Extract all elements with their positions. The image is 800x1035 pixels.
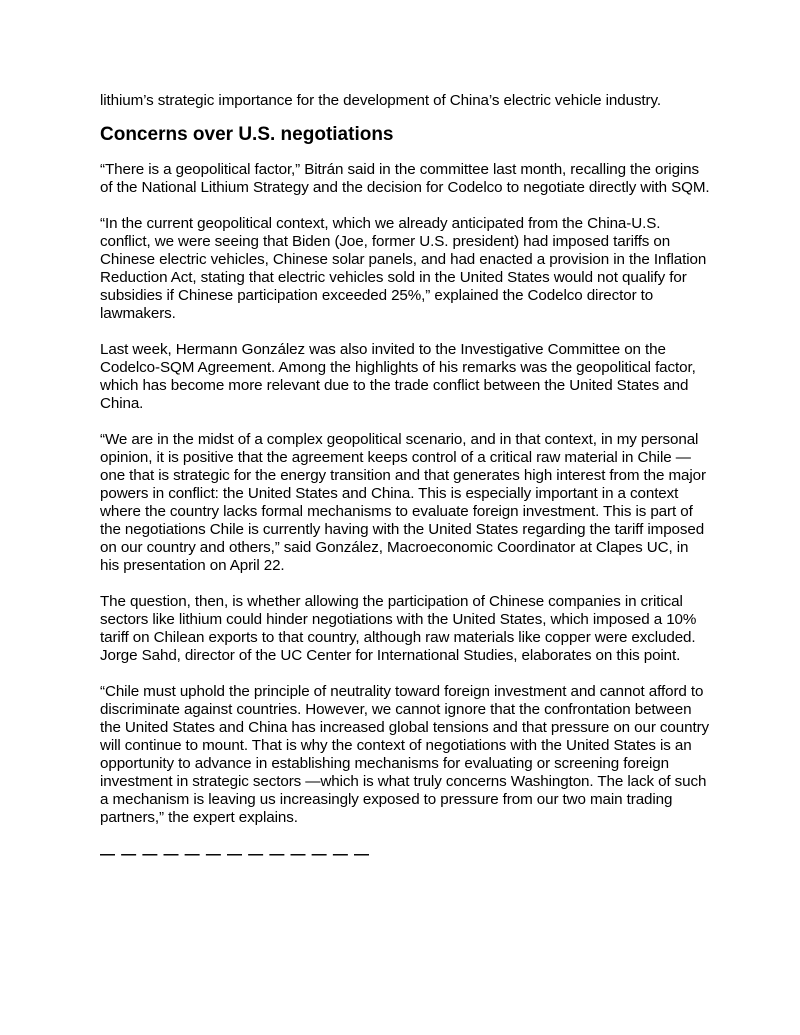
section-heading: Concerns over U.S. negotiations [100, 124, 394, 145]
document-page [100, 92, 710, 865]
paragraph-gonzalez-quote: “We are in the midst of a complex geopolitical scenario, and in that context, in my personal opinion, it is positive that the agreement keeps control of a critical raw material in Chile —one that is strategic for the energy transition and that generates high interest from the major powers in conflict: the United States and China. This is especially important in a context where the country lacks formal mechanisms to evaluate foreign investment. This is part of the negotiations Chile is currently having with the United States regarding the tariff imposed on our country and others,” said González, Macroeconomic Coordinator at Clapes UC, in his presentation on April 22. [100, 431, 706, 574]
intro-line: lithium’s strategic importance for the development of China’s electric vehicle industry. [100, 92, 661, 109]
paragraph-bitran-quote: “There is a geopolitical factor,” Bitrán said in the committee last month, recalling the origins of the National Lithium Strategy and the decision for Codelco to negotiate directly with SQM. [100, 161, 710, 196]
paragraph-sahd-quote: “Chile must uphold the principle of neutrality toward foreign investment and cannot afford to discriminate against countries. However, we cannot ignore that the confrontation between the United States and China has increased global tensions and that pressure on our country will continue to mount. That is why the context of negotiations with the United States is an opportunity to advance in establishing mechanisms for evaluating or screening foreign investment in strategic sectors —which is what truly concerns Washington. The lack of such a mechanism is leaving us increasingly exposed to pressure from our two main trading partners,” the expert explains. [100, 683, 710, 826]
separator-line: — — — — — — — — — — — — — [100, 846, 371, 863]
paragraph-gonzalez-invited: Last week, Hermann González was also invited to the Investigative Committee on the Codelco-SQM Agreement. Among the highlights of his remarks was the geopolitical factor, which has become more relevant due to the trade conflict between the United States and China. [100, 341, 696, 412]
paragraph-geopolitical-context: “In the current geopolitical context, which we already anticipated from the China-U.S. conflict, we were seeing that Biden (Joe, former U.S. president) had imposed tariffs on Chinese electric vehicles, Chinese solar panels, and had enacted a provision in the Inflation Reduction Act, stating that electric vehicles sold in the United States would not qualify for subsidies if Chinese participation exceeded 25%,” explained the Codelco director to lawmakers. [100, 215, 707, 322]
paragraph-question: The question, then, is whether allowing the participation of Chinese companies in critical sectors like lithium could hinder negotiations with the United States, which imposed a 10% tariff on Chilean exports to that country, although raw materials like copper were excluded. Jorge Sahd, director of the UC Center for International Studies, elaborates on this point. [100, 593, 697, 664]
